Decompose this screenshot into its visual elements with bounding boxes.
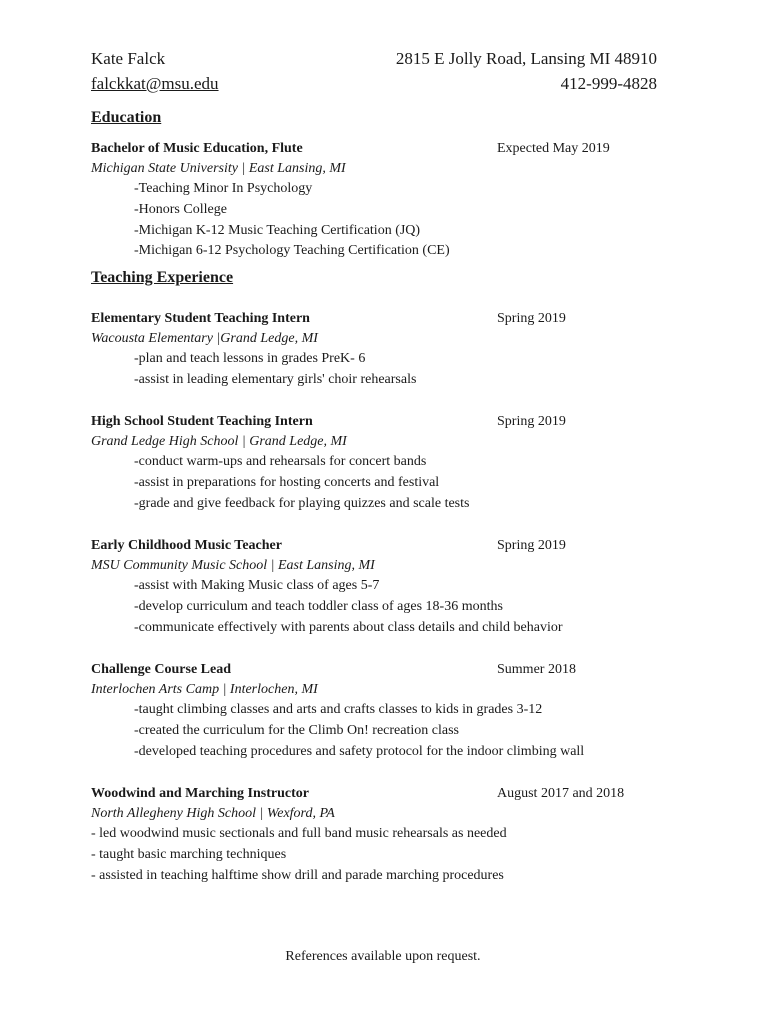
list-item: -conduct warm-ups and rehearsals for concert bands <box>134 454 427 469</box>
education-entry <box>91 138 691 262</box>
list-item: -assist with Making Music class of ages 5-7 <box>134 578 380 593</box>
job-date: Spring 2019 <box>497 311 566 326</box>
address: 2815 E Jolly Road, Lansing MI 48910 <box>395 49 657 68</box>
job-organization: MSU Community Music School | East Lansing, MI <box>91 558 375 573</box>
list-item: -Teaching Minor In Psychology <box>134 181 313 196</box>
experience-heading: Teaching Experience <box>91 269 234 286</box>
header-row-2 <box>91 74 657 94</box>
job-title: High School Student Teaching Intern <box>91 414 313 429</box>
list-item: -plan and teach lessons in grades PreK- 6 <box>134 351 366 366</box>
phone: 412-999-4828 <box>560 74 657 93</box>
references-note: References available upon request. <box>285 949 481 964</box>
header-row-1 <box>91 49 657 69</box>
experience-entry-3 <box>91 535 691 638</box>
experience-entry-4 <box>91 659 691 762</box>
list-item: -taught climbing classes and arts and crafts classes to kids in grades 3-12 <box>134 702 543 717</box>
list-item: - led woodwind music sectionals and full band music rehearsals as needed <box>91 826 507 841</box>
entry-header <box>91 411 691 432</box>
list-item: -assist in preparations for hosting concerts and festival <box>134 474 440 490</box>
experience-entry-5 <box>91 783 691 886</box>
degree-title: Bachelor of Music Education, Flute <box>91 141 303 156</box>
email-link[interactable]: falckkat@msu.edu <box>91 74 219 93</box>
entry-header <box>91 308 691 329</box>
list-item: -communicate effectively with parents about class details and child behavior <box>134 619 563 635</box>
job-title: Challenge Course Lead <box>91 662 231 677</box>
job-date: Spring 2019 <box>497 414 566 429</box>
list-item: -created the curriculum for the Climb On! recreation class <box>134 722 459 738</box>
job-organization: Wacousta Elementary |Grand Ledge, MI <box>91 331 318 346</box>
entry-header <box>91 659 691 680</box>
job-organization: North Allegheny High School | Wexford, PA <box>91 806 335 821</box>
list-item: -Michigan 6-12 Psychology Teaching Certification (CE) <box>134 243 450 259</box>
list-item: -developed teaching procedures and safety protocol for the indoor climbing wall <box>134 743 585 759</box>
list-item: - taught basic marching techniques <box>91 846 287 862</box>
job-date: Summer 2018 <box>497 662 576 677</box>
job-organization: Grand Ledge High School | Grand Ledge, MI <box>91 434 347 449</box>
job-duties <box>91 700 691 762</box>
job-title: Woodwind and Marching Instructor <box>91 786 309 801</box>
list-item: -Michigan K-12 Music Teaching Certification (JQ) <box>134 222 421 238</box>
job-title: Early Childhood Music Teacher <box>91 538 282 553</box>
list-item: -grade and give feedback for playing quizzes and scale tests <box>134 495 470 511</box>
applicant-name: Kate Falck <box>91 49 166 68</box>
degree-date: Expected May 2019 <box>497 141 610 156</box>
list-item: - assisted in teaching halftime show drill and parade marching procedures <box>91 867 504 883</box>
job-title: Elementary Student Teaching Intern <box>91 311 310 326</box>
list-item: -assist in leading elementary girls' choir rehearsals <box>134 371 417 387</box>
job-duties <box>91 824 691 886</box>
job-date: August 2017 and 2018 <box>497 786 625 801</box>
job-duties <box>91 349 691 391</box>
entry-header <box>91 783 691 804</box>
list-item: -develop curriculum and teach toddler class of ages 18-36 months <box>134 598 503 614</box>
job-duties <box>91 452 691 514</box>
entry-header <box>91 535 691 556</box>
experience-entry-2 <box>91 411 691 514</box>
job-duties <box>91 576 691 638</box>
experience-entry-1 <box>91 308 691 391</box>
list-item: -Honors College <box>134 201 227 217</box>
education-details <box>91 179 691 262</box>
education-heading: Education <box>91 109 162 126</box>
job-organization: Interlochen Arts Camp | Interlochen, MI <box>91 682 318 697</box>
entry-header <box>91 138 691 159</box>
institution: Michigan State University | East Lansing, MI <box>91 161 346 176</box>
job-date: Spring 2019 <box>497 538 566 553</box>
